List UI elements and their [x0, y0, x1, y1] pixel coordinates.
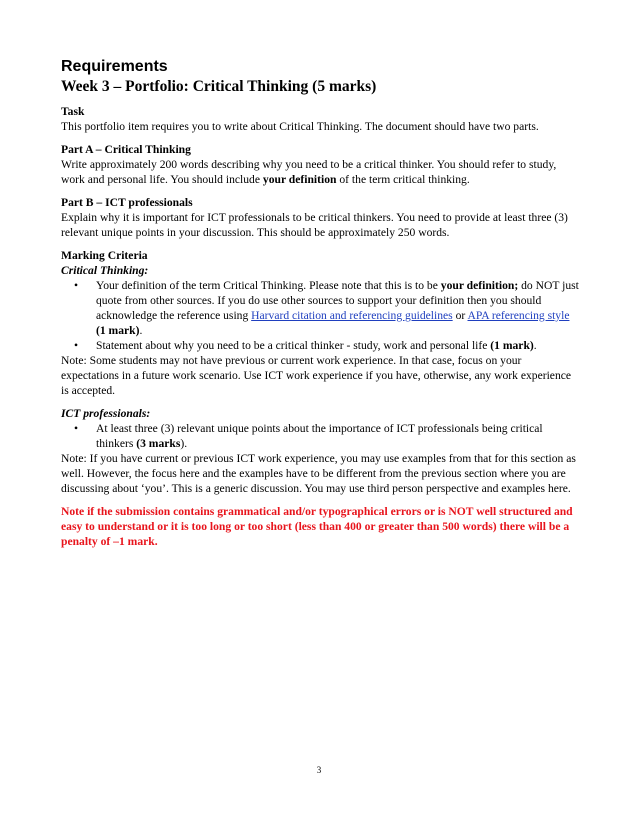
bullet-icon: •	[74, 422, 79, 435]
task-text: This portfolio item requires you to write about Critical Thinking. The document should have two parts.	[61, 120, 539, 133]
ict-professionals-section	[61, 406, 579, 496]
bullet2-text: Statement about why you need to be a critical thinker - study, work and personal life	[96, 339, 491, 352]
bullet1-end: .	[139, 324, 143, 337]
critical-thinking-list	[61, 278, 579, 353]
page-number: 3	[316, 765, 322, 775]
part-b-title: Part B – ICT professionals	[61, 196, 193, 209]
week-heading: Week 3 – Portfolio: Critical Thinking (5 marks)	[61, 78, 377, 95]
task-title: Task	[61, 105, 85, 118]
part-a-text-bold: your definition	[262, 173, 337, 186]
task-section	[61, 104, 579, 134]
bullet1-text-b: do NOT just quote from other sources. If you do use other sources to support your definition then you should acknowledge the reference using	[96, 279, 579, 322]
bullet3-mark: (3 marks	[136, 437, 181, 450]
bullet1-bold: your definition;	[440, 279, 519, 292]
marking-criteria-section	[61, 248, 579, 398]
apa-style-link[interactable]: APA referencing style	[467, 309, 570, 322]
bullet1-mark: (1 mark)	[96, 324, 140, 337]
part-b-section	[61, 195, 579, 240]
harvard-guidelines-link[interactable]: Harvard citation and referencing guidelines	[251, 309, 453, 322]
part-a-text	[61, 157, 579, 187]
bullet1-text: Your definition of the term Critical Thinking. Please note that this is to be	[96, 279, 441, 292]
part-a-title: Part A – Critical Thinking	[61, 143, 191, 156]
part-a-text-after: of the term critical thinking.	[336, 173, 470, 186]
part-a-text-before: Write approximately 200 words describing why you need to be a critical thinker. You should refer to study, work and personal life. You should include	[61, 158, 557, 186]
bullet2-end: .	[533, 339, 537, 352]
requirements-heading: Requirements	[61, 58, 168, 75]
bullet2-mark: (1 mark)	[490, 339, 534, 352]
bullet3-end: ).	[180, 437, 188, 450]
bullet-icon: •	[74, 279, 79, 292]
part-b-text: Explain why it is important for ICT professionals to be critical thinkers. You need to provide at least three (3) relevant unique points in your discussion. This should be approximately 250 words.	[61, 211, 568, 239]
document-page	[61, 57, 579, 549]
bullet1-or: or	[452, 309, 468, 322]
ict-experience-note: Note: If you have current or previous ICT work experience, you may use examples from that for this section as well. However, the focus here and the examples have to be different from the previous section where you are discussing about ‘you’. This is a generic discussion. You may use third person perspective and examples here.	[61, 452, 576, 495]
marking-criteria-title: Marking Criteria	[61, 249, 148, 262]
penalty-note: Note if the submission contains grammatical and/or typographical errors or is NOT well structured and easy to understand or it is too long or too short (less than 400 or greater than 500 words) there will be a penalty of –1 mark.	[61, 505, 573, 548]
list-item	[61, 421, 579, 451]
bullet3-text: At least three (3) relevant unique points about the importance of ICT professionals being critical thinkers	[96, 422, 543, 450]
part-a-section	[61, 142, 579, 187]
ict-professionals-subtitle: ICT professionals:	[61, 407, 151, 420]
list-item	[61, 278, 579, 338]
list-item	[61, 338, 579, 353]
bullet-icon: •	[74, 339, 79, 352]
work-experience-note: Note: Some students may not have previous or current work experience. In that case, focus on your expectations in a future work scenario. Use ICT work experience if you have, otherwise, any work experience is accepted.	[61, 354, 572, 397]
critical-thinking-subtitle: Critical Thinking:	[61, 264, 149, 277]
ict-list	[61, 421, 579, 451]
